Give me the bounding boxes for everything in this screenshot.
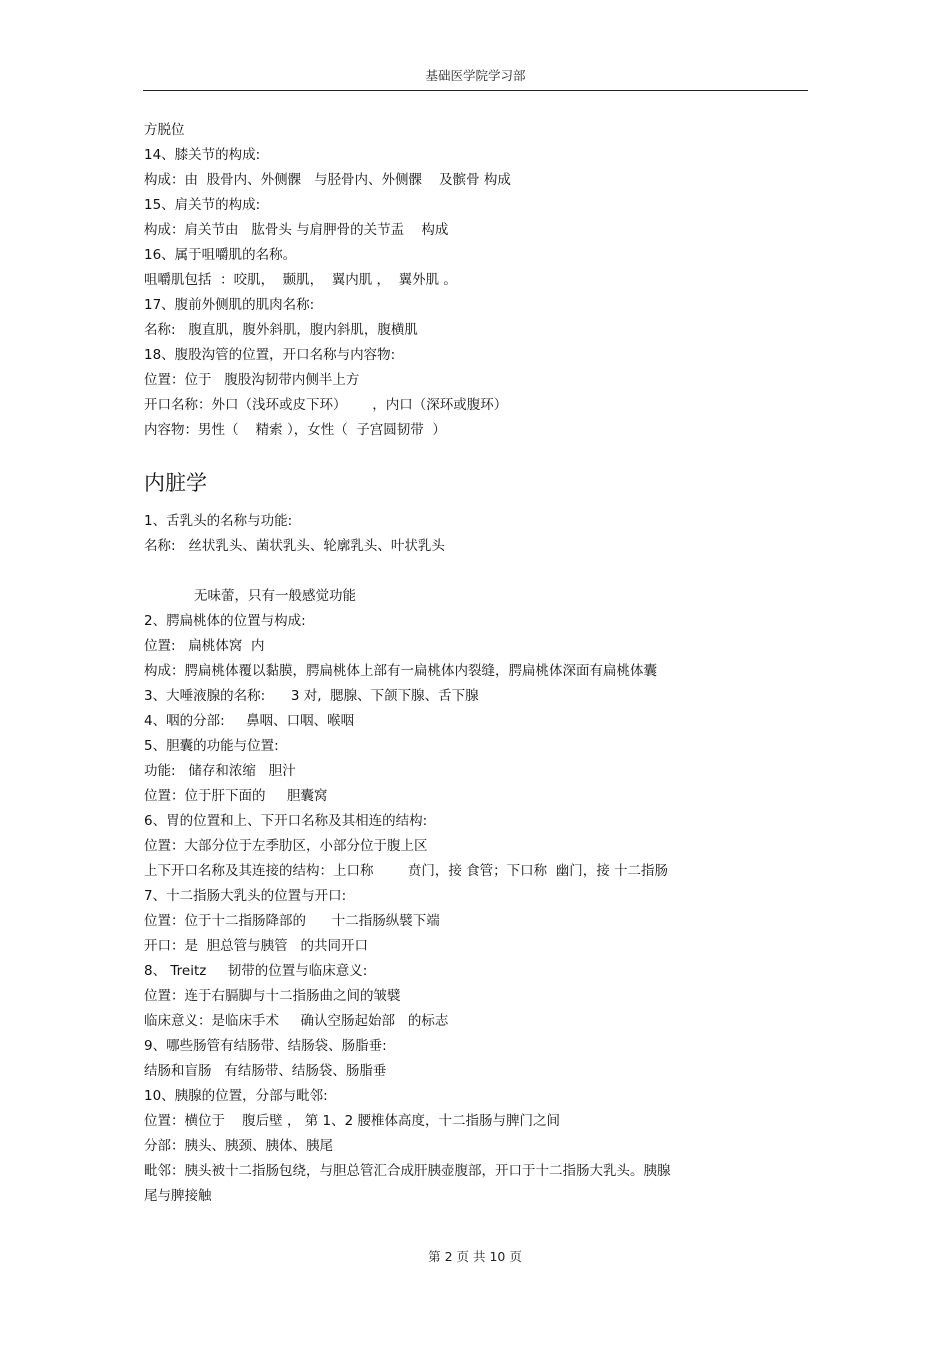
answer-line: 名称: 腹直肌，腹外斜肌，腹内斜肌，腹横肌	[144, 322, 418, 338]
question-title: 18、腹股沟管的位置，开口名称与内容物:	[144, 347, 396, 363]
question-title: 8、 Treitz 韧带的位置与临床意义:	[144, 963, 368, 979]
question-title: 3、大唾液腺的名称: 3 对, 腮腺、下颌下腺、舌下腺	[144, 688, 479, 704]
question-title: 1、舌乳头的名称与功能:	[144, 513, 293, 529]
question-title: 2、腭扁桃体的位置与构成:	[144, 613, 306, 629]
answer-line: 临床意义：是临床手术 确认空肠起始部 的标志	[144, 1013, 449, 1029]
answer-continuation: 尾与脾接触	[144, 1188, 212, 1204]
section-visceral	[144, 509, 808, 1209]
question-title: 16、属于咀嚼肌的名称。	[144, 247, 297, 263]
answer-line: 结肠和盲肠 有结肠带、结肠袋、肠脂垂	[144, 1063, 387, 1079]
answer-line: 名称: 丝状乳头、菌状乳头、轮廓乳头、叶状乳头	[144, 538, 445, 554]
spacer	[144, 443, 808, 461]
section-skeletal-muscle	[144, 118, 808, 443]
answer-line: 功能: 储存和浓缩 胆汁	[144, 763, 296, 779]
answer-line: 开口：是 胆总管与胰管 的共同开口	[144, 938, 368, 954]
question-title: 6、胃的位置和上、下开口名称及其相连的结构:	[144, 813, 428, 829]
question-title: 17、腹前外侧肌的肌肉名称:	[144, 297, 315, 313]
question-title: 14、膝关节的构成:	[144, 147, 261, 163]
answer-line: 构成：腭扁桃体覆以黏膜，腭扁桃体上部有一扁桃体内裂缝，腭扁桃体深面有扁桃体囊	[144, 663, 657, 679]
answer-line: 分部：胰头、胰颈、胰体、胰尾	[144, 1138, 333, 1154]
answer-line: 位置：大部分位于左季肋区，小部分位于腹上区	[144, 838, 428, 854]
page-number: 第 2 页 共 10 页	[428, 1249, 522, 1264]
question-title: 9、哪些肠管有结肠带、结肠袋、肠脂垂:	[144, 1038, 387, 1054]
question-title: 15、肩关节的构成:	[144, 197, 261, 213]
page-footer	[0, 1247, 950, 1265]
question-title: 4、咽的分部: 鼻咽、口咽、喉咽	[144, 713, 355, 729]
answer-line: 位置：位于肝下面的 胆囊窝	[144, 788, 328, 804]
answer-line-function	[144, 559, 808, 584]
answer-line: 开口名称：外口（浅环或皮下环） ，内口（深环或腹环）	[144, 397, 508, 413]
answer-line: 构成：由 股骨内、外侧髁 与胫骨内、外侧髁 及髌骨 构成	[144, 172, 511, 188]
answer-line: 位置：连于右膈脚与十二指肠曲之间的皱襞	[144, 988, 401, 1004]
answer-line: 位置：横位于 腹后壁 ， 第 1、2 腰椎体高度，十二指肠与脾门之间	[144, 1113, 561, 1129]
answer-line: 上下开口名称及其连接的结构：上口称 贲门，接 食管；下口称 幽门，接 十二指肠	[144, 863, 668, 879]
text-line: 方脱位	[144, 122, 185, 138]
answer-line: 位置: 扁桃体窝 内	[144, 638, 265, 654]
header-title: 基础医学院学习部	[425, 68, 526, 83]
answer-line: 位置：位于十二指肠降部的 十二指肠纵襞下端	[144, 913, 440, 929]
answer-line: 构成：肩关节由 肱骨头 与肩胛骨的关节盂 构成	[144, 222, 449, 238]
question-title: 5、胆囊的功能与位置:	[144, 738, 279, 754]
answer-line: 咀嚼肌包括 ：咬肌， 颞肌， 翼内肌 ， 翼外肌 。	[144, 272, 457, 288]
answer-continuation: 无味蕾，只有一般感觉功能	[194, 588, 356, 604]
answer-line: 内容物：男性（ 精索 ），女性（ 子宫圆韧带 ）	[144, 422, 446, 438]
question-title: 10、胰腺的位置，分部与毗邻:	[144, 1088, 328, 1104]
page-header	[143, 66, 808, 91]
section-heading: 内脏学	[144, 471, 207, 495]
document-body	[144, 118, 808, 1209]
answer-line: 毗邻：胰头被十二指肠包绕，与胆总管汇合成肝胰壶腹部，开口于十二指肠大乳头。胰腺	[144, 1163, 671, 1179]
answer-line: 位置：位于 腹股沟韧带内侧半上方	[144, 372, 360, 388]
question-title: 7、十二指肠大乳头的位置与开口:	[144, 888, 347, 904]
